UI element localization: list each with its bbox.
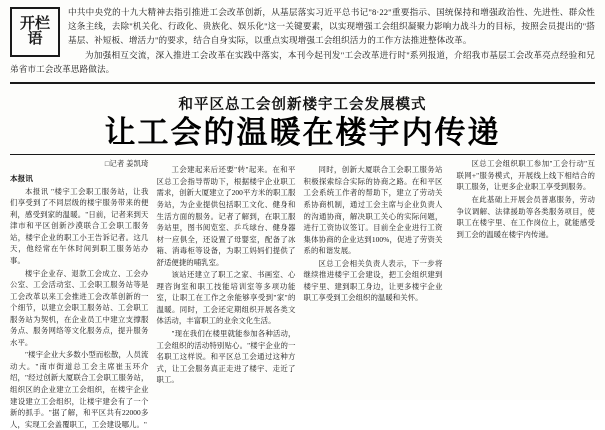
column-2-paragraph-2: 该站还建立了职工之家、书画室、心理咨询室和职工技能培训室等多项功能室，让职工在工作之余能够享受到"家"的温暖。同时，工会还定期组织开展各类文体活动，丰富职工的业余文化生活。 [156, 270, 296, 326]
column-2-paragraph-1: 工会建起来后还要"转"起来。在和平区总工会指导帮助下，根据楼宇企业职工需求，创新大厦建立了200平方米的职工服务站，为企业提供包括职工文化、健身和生活方面的服务。记者了解到，在职工服务站里，图书阅览室、乒乓球台、健身器材一应俱全，还设置了母婴室，配备了冰箱、消毒柜等设备，为职工妈妈们提供了舒适便捷的哺乳室。 [156, 165, 296, 267]
column-3-paragraph-1: 同时，创新大厦联合工会职工服务站积极探索综合实际的协商之路。在和平区工会系统工作者的帮助下，建立了劳动关系协商机制，通过工会主席与企业负责人的沟通协商，解决职工关心的实际问题，进行工资协议签订。目前全企业进行工资集体协商的企业达到100%，促进了劳资关系的和谐发展。 [303, 165, 443, 256]
intro-section [10, 6, 595, 84]
column-1-paragraph-1: 本报讯 "楼宇工会职工服务站，让我们享受到了不同层级的楼宇服务带来的便利，感受到家的温暖。"日前，记者来到天津市和平区创新沙漠联合工会职工服务站，楼宇企业的职工小王告诉记者。这几天，他经常在午休时间到职工服务站办事。 [10, 186, 149, 265]
article-column-2 [157, 164, 296, 386]
intro-text [10, 6, 595, 77]
column-1-paragraph-2: 楼宇企业存、退款工会成立、工会办公室、工会活动室、工会职工服务站等是工会改革以来工会推进工会改革创新的一个细节，以建立会职工服务站、工会职工服务站为契机，在企业员工中建立支撑服务点、服务网络等文化服务点，提升服务水平。 [10, 268, 149, 347]
column-1-paragraph-3: "楼宇企业大多数小型而松散，人员流动大。"南市街道总工会主席崔玉环介绍，"经过创新大厦联合工会职工服务站，组织区的企业建立工会组织，在楼宇企业建设建立工会组织，让楼宇建会有了一个新的抓手。"据了解，和平区共有22000多人，实现工会盖覆职工，工会建设哪儿。" [10, 350, 149, 429]
column-2-paragraph-3: "现在我们在楼里就能参加各种活动，工会组织的活动特别贴心。"楼宇企业的一名职工这样说。和平区总工会通过这种方式，让工会服务真正走进了楼宇、走近了职工。 [156, 328, 296, 385]
column-4-paragraph-2: 在此基础上开展会员普惠服务，劳动争议调解、法律援助等各类服务项目，使职工在楼宇里、在工作岗位上，就能感受到工会的温暖在楼宇内传递。 [456, 194, 595, 239]
badge-line-2: 语 [27, 31, 43, 47]
shoulder-headline: 和平区总工会创新楼宇工会发展模式 [178, 96, 427, 113]
article-body [10, 158, 595, 429]
columns-under-photo [157, 164, 449, 386]
article-column-1 [10, 158, 149, 429]
headline-divider [10, 154, 595, 155]
media-and-text [156, 158, 449, 385]
badge-line-1: 开栏 [19, 15, 50, 32]
article-column-3 [304, 164, 443, 386]
headline-block [10, 89, 595, 151]
reporter-byline: □记者 姜凯琦 [104, 159, 149, 169]
article-column-4 [457, 158, 596, 373]
column-3-paragraph-2: 区总工会相关负责人表示，下一步将继续推进楼宇工会建设，把工会组织建到楼宇里、建到职工身边，让更多楼宇企业职工享受到工会组织的温暖和关怀。 [303, 258, 443, 303]
intro-paragraph-1: 中共中央党的十九大精神去指引推进工会改革创新，从基层落实习近平总书记"8·22"重要指示、国统保持和增强政治性、先进性、群众性这条主线，去除"机关化、行政化、贵族化、娱乐化"这一关键要素，以实现增强工会组织凝聚力影响力战斗力的目标，按照会员提出的"搭基层、补短板、增活力"的要求，结合自身实际，以重点实现增强工会组织活力的工作方法推进整体改革。 [68, 7, 595, 45]
column-opener-badge [10, 7, 60, 57]
source-byline: 本报讯 [10, 173, 33, 183]
page-title: 让工会的温暖在楼宇内传递 [104, 114, 501, 150]
column-4-paragraph-1: 区总工会组织职工参加"工会行动"互联网+"服务模式，开展线上线下相结合的职工服务，让更多企业职工享受到服务。 [456, 159, 595, 192]
intro-paragraph-2: 为加强相互交流，深入推进工会改革在实践中落实，本刊今起刊发"工会改革进行时"系列报道，介绍我市基层工会改革亮点经验和兄弟省市工会改革思路做法。 [10, 49, 595, 74]
